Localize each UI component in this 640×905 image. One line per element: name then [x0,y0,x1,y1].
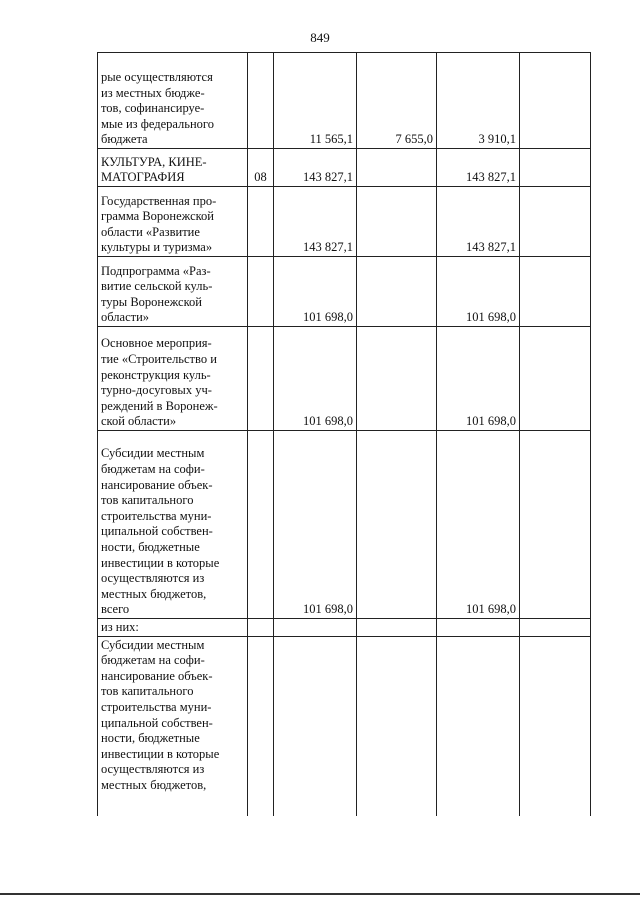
row-name-line: тов капитального [101,493,194,508]
row-name-line: из местных бюдже- [101,85,205,100]
amount-cell-1: 143 827,1 [274,187,357,257]
row-name-line: мые из федерального [101,116,214,131]
amount-cell-3: 101 698,0 [437,327,520,431]
amount-cell-4 [520,327,591,431]
amount-cell-3: 143 827,1 [437,149,520,187]
row-name-line: турно-досуговых уч- [101,383,212,398]
code-cell [248,257,274,327]
row-name-line: ности, бюджетные [101,540,200,555]
code-cell [248,619,274,637]
row-name-line: местных бюджетов, [101,777,207,792]
row-name-line: тие «Строительство и [101,352,217,367]
table-row [98,187,591,257]
row-name-line: рые осуществляются [101,70,213,85]
code-cell: 08 [248,149,274,187]
row-name-cell [98,257,248,327]
amount-cell-2 [357,431,437,619]
bottom-rule [0,893,640,895]
amount-cell-4 [520,53,591,149]
amount-cell-4 [520,187,591,257]
amount-cell-4 [520,257,591,327]
row-name-line: МАТОГРАФИЯ [101,170,185,185]
row-name-line: туры Воронежской [101,294,202,309]
row-name-line: всего [101,602,130,617]
row-name-line: строительства муни- [101,508,212,523]
row-name-line: ности, бюджетные [101,731,200,746]
row-name-line: культуры и туризма» [101,240,213,255]
code-cell [248,53,274,149]
page-number: 849 [310,30,330,45]
amount-cell-2 [357,257,437,327]
amount-cell-3 [437,636,520,816]
amount-cell-3: 101 698,0 [437,431,520,619]
row-name-line: КУЛЬТУРА, КИНЕ- [101,154,207,169]
row-name-line: Субсидии местным [101,637,205,652]
amount-cell-4 [520,619,591,637]
row-name-line: Субсидии местным [101,446,205,461]
row-name-line: области» [101,310,150,325]
amount-cell-3: 3 910,1 [437,53,520,149]
row-name-cell [98,53,248,149]
amount-cell-1: 101 698,0 [274,257,357,327]
row-name-line: нансирование объек- [101,668,213,683]
amount-cell-4 [520,149,591,187]
amount-cell-2 [357,619,437,637]
row-name-line: бюджетам на софи- [101,462,205,477]
row-name-line: ципальной собствен- [101,715,213,730]
row-name-cell [98,619,248,637]
amount-cell-1: 11 565,1 [274,53,357,149]
row-name-line: витие сельской куль- [101,279,213,294]
row-name-line: тов, софинансируе- [101,101,205,116]
table-row [98,327,591,431]
amount-cell-2 [357,327,437,431]
table-row [98,53,591,149]
row-name-line: грамма Воронежской [101,209,214,224]
table-row [98,619,591,637]
code-cell [248,636,274,816]
amount-cell-1 [274,636,357,816]
row-name-line: бюджетам на софи- [101,653,205,668]
amount-cell-2 [357,187,437,257]
amount-cell-2 [357,636,437,816]
row-name-cell [98,187,248,257]
amount-cell-3: 143 827,1 [437,187,520,257]
row-name-cell [98,149,248,187]
table-row [98,257,591,327]
row-name-line: нансирование объек- [101,477,213,492]
amount-cell-1 [274,619,357,637]
amount-cell-4 [520,636,591,816]
row-name-line: осуществляются из [101,762,205,777]
row-name-line: осуществляются из [101,571,205,586]
amount-cell-2 [357,149,437,187]
row-name-line: реждений в Воронеж- [101,398,218,413]
table-row [98,431,591,619]
row-name-line: инвестиции в которые [101,746,220,761]
row-name-line: ской области» [101,414,177,429]
amount-cell-1: 101 698,0 [274,327,357,431]
row-name-line: Основное мероприя- [101,336,212,351]
row-name-line: местных бюджетов, [101,586,207,601]
row-name-line: строительства муни- [101,699,212,714]
code-cell [248,187,274,257]
amount-cell-1: 101 698,0 [274,431,357,619]
row-name-line: Подпрограмма «Раз- [101,263,211,278]
table-row [98,636,591,816]
row-name-line: бюджета [101,132,148,147]
amount-cell-3: 101 698,0 [437,257,520,327]
row-name-line: Государственная про- [101,193,217,208]
budget-table [97,52,591,816]
row-name-cell [98,431,248,619]
row-name-cell [98,327,248,431]
amount-cell-3 [437,619,520,637]
row-name-line: области «Развитие [101,224,200,239]
row-name-cell [98,636,248,816]
amount-cell-2: 7 655,0 [357,53,437,149]
row-name-line: инвестиции в которые [101,555,220,570]
row-name-line: тов капитального [101,684,194,699]
amount-cell-1: 143 827,1 [274,149,357,187]
row-name-line: реконструкция куль- [101,367,211,382]
row-name-line: ципальной собствен- [101,524,213,539]
code-cell [248,431,274,619]
table-row [98,149,591,187]
amount-cell-4 [520,431,591,619]
row-name-line: из них: [101,620,139,634]
code-cell [248,327,274,431]
